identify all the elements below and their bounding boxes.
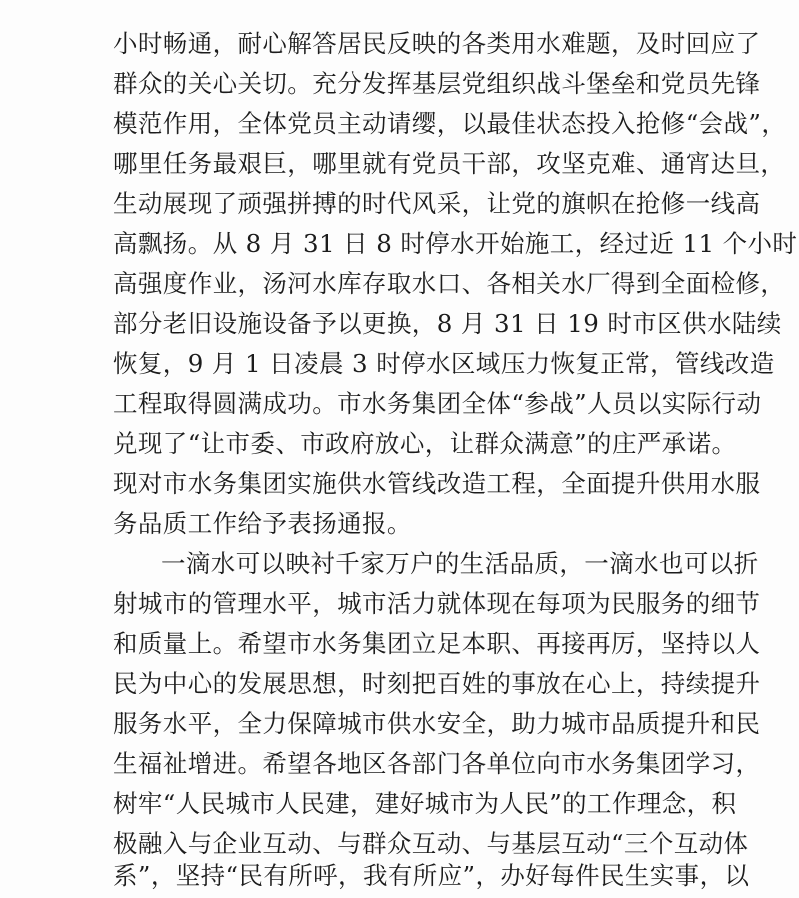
text-line-2: 群众的关心关切。充分发挥基层党组织战斗堡垒和党员先锋 bbox=[113, 69, 761, 98]
text-line-19: 生福祉增进。希望各地区各部门各单位向市水务集团学习， bbox=[113, 749, 761, 778]
text-line-16: 和质量上。希望市水务集团立足本职、再接再厉，坚持以人 bbox=[113, 629, 761, 658]
text-line-13: 务品质工作给予表扬通报。 bbox=[113, 509, 412, 538]
text-line-11: 兑现了“让市委、市政府放心，让群众满意”的庄严承诺。 bbox=[113, 429, 737, 458]
text-line-18: 服务水平，全力保障城市供水安全，助力城市品质提升和民 bbox=[113, 709, 761, 738]
text-line-15: 射城市的管理水平，城市活力就体现在每项为民服务的细节 bbox=[113, 589, 761, 618]
text-line-12: 现对市水务集团实施供水管线改造工程，全面提升供用水服 bbox=[113, 469, 761, 498]
text-line-21: 极融入与企业互动、与群众互动、与基层互动“三个互动体 bbox=[113, 829, 749, 858]
text-line-9: 恢复，9 月 1 日凌晨 3 时停水区域压力恢复正常，管线改造 bbox=[113, 349, 775, 378]
text-line-3: 模范作用，全体党员主动请缨，以最佳状态投入抢修“会战”， bbox=[113, 109, 787, 138]
text-line-5: 生动展现了顽强拼搏的时代风采，让党的旗帜在抢修一线高 bbox=[113, 189, 761, 218]
text-line-20: 树牢“人民城市人民建，建好城市为人民”的工作理念，积 bbox=[113, 789, 737, 818]
text-line-22: 系”，坚持“民有所呼，我有所应”，办好每件民生实事，以 bbox=[113, 861, 750, 890]
text-line-10: 工程取得圆满成功。市水务集团全体“参战”人员以实际行动 bbox=[113, 389, 762, 418]
text-line-4: 哪里任务最艰巨，哪里就有党员干部，攻坚克难、通宵达旦， bbox=[113, 149, 786, 178]
text-line-14: 一滴水可以映衬千家万户的生活品质，一滴水也可以折 bbox=[161, 549, 759, 578]
text-line-17: 民为中心的发展思想，时刻把百姓的事放在心上，持续提升 bbox=[113, 669, 761, 698]
text-line-1: 小时畅通，耐心解答居民反映的各类用水难题，及时回应了 bbox=[113, 29, 761, 58]
text-line-8: 部分老旧设施设备予以更换，8 月 31 日 19 时市区供水陆续 bbox=[113, 309, 782, 338]
text-line-7: 高强度作业，汤河水库存取水口、各相关水厂得到全面检修， bbox=[113, 269, 786, 298]
text-line-6: 高飘扬。从 8 月 31 日 8 时停水开始施工，经过近 11 个小时 bbox=[113, 229, 798, 258]
